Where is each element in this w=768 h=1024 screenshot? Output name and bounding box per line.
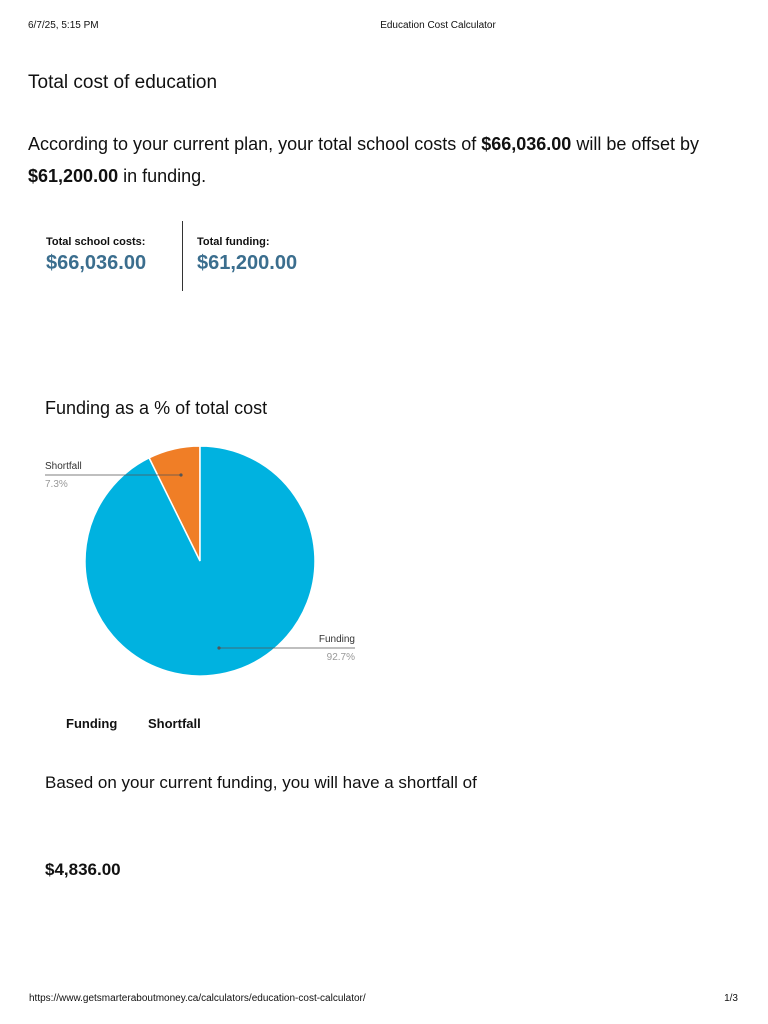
intro-text-3: in funding. — [118, 166, 207, 186]
funding-pie-chart — [0, 430, 400, 700]
stat-total-costs — [46, 236, 146, 275]
callout-value-funding: 92.7% — [326, 652, 355, 663]
callout-dot-shortfall — [179, 473, 182, 476]
intro-total-cost: $66,036.00 — [481, 134, 572, 154]
shortfall-amount: $4,836.00 — [45, 860, 121, 879]
stat-divider — [182, 221, 183, 291]
legend-item-shortfall[interactable]: Shortfall — [148, 716, 201, 731]
print-url: https://www.getsmarteraboutmoney.ca/calculators/education-cost-calculator/ — [29, 993, 366, 1004]
callout-label-funding: Funding — [318, 634, 355, 645]
stat-costs-value: $66,036.00 — [46, 252, 147, 274]
stat-costs-label: Total school costs: — [46, 236, 146, 248]
callout-value-shortfall: 7.3% — [45, 479, 68, 490]
print-page-number: 1/3 — [724, 993, 738, 1004]
intro-total-funding: $61,200.00 — [28, 166, 119, 186]
intro-text-2: will be offset by — [571, 134, 700, 154]
pie-slice-funding[interactable] — [85, 446, 315, 676]
stat-total-funding — [197, 236, 297, 275]
print-datetime: 6/7/25, 5:15 PM — [28, 20, 99, 31]
callout-label-shortfall: Shortfall — [45, 461, 82, 472]
intro-paragraph — [28, 128, 728, 192]
shortfall-text: Based on your current funding, you will have a shortfall of — [45, 773, 477, 792]
print-title: Education Cost Calculator — [380, 20, 496, 31]
chart-title: Funding as a % of total cost — [45, 398, 268, 418]
intro-text-1: According to your current plan, your total school costs of — [28, 134, 482, 154]
page-title: Total cost of education — [28, 72, 218, 93]
legend-item-funding[interactable]: Funding — [66, 716, 118, 731]
callout-dot-funding — [217, 646, 220, 649]
stat-funding-label: Total funding: — [197, 236, 270, 248]
stat-funding-value: $61,200.00 — [197, 252, 298, 274]
